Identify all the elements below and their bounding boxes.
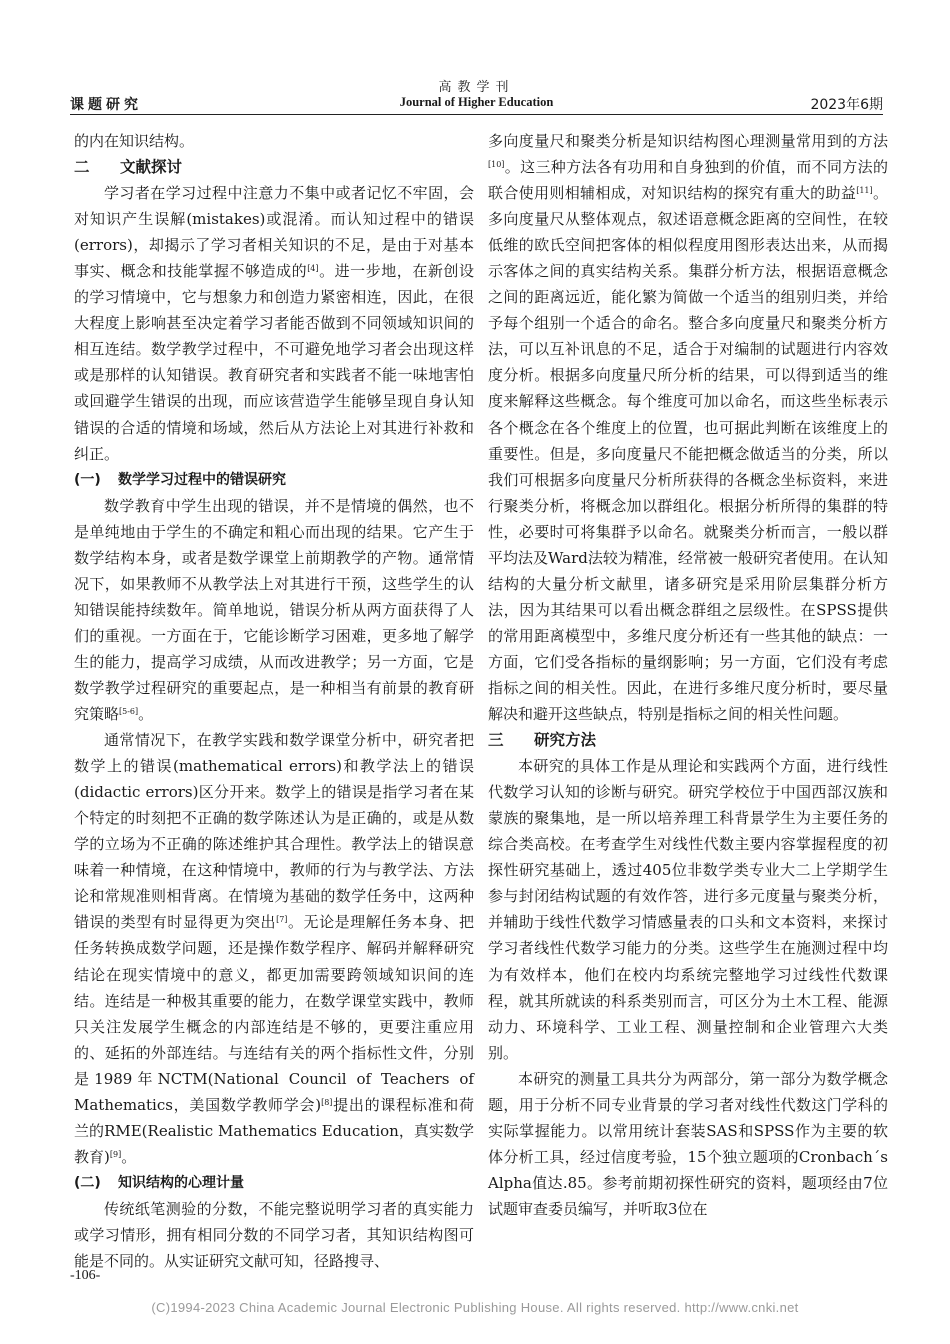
header-divider (70, 114, 883, 115)
right-column (488, 128, 888, 1222)
citation[interactable]: [11] (856, 186, 873, 196)
section-tag: 课题研究 (70, 97, 142, 113)
journal-title-en: Journal of Higher Education (399, 95, 554, 109)
page-number: -106- (70, 1268, 101, 1283)
citation[interactable]: [8] (321, 1097, 333, 1107)
paragraph: 传统纸笔测验的分数，不能完整说明学习者的真实能力或学习情形，拥有相同分数的不同学习者，其知识结构图可能是不同的。从实证研究文献可知，径路搜寻、 (74, 1199, 474, 1271)
copyright-footer: (C)1994-2023 China Academic Journal Electronic Publishing House. All rights reserved. http://www.cnki.net (151, 1300, 799, 1315)
subsection-heading-errors: (一) 数学学习过程中的错误研究 (74, 471, 286, 488)
citation[interactable]: [5-6] (119, 707, 139, 717)
section-heading-methods: 三 研究方法 (488, 731, 597, 750)
paragraph: 通常情况下，在教学实践和数学课堂分析中，研究者把数学上的错误(mathematical errors)和教学法上的错误(didactic errors)区分开来。数学上的错误是指学习者在某个特定的时刻把不正确的数学陈述认为是正确的，或是从数学的立场为不正确的陈述维护其合理性。教学法上的错误意味着一种情境，在这种情境中，教师的行为与教学法、方法论和常规准则相背离。在情境为基础的数学任务中，这两种错误的类型有时显得更为突出[7]。无论是理解任务本身、把任务转换成数学问题，还是操作数学程序、解码并解释研究结论在现实情境中的意义，都更加需要跨领域知识间的连结。连结是一种极其重要的能力，在数学课堂实践中，教师只关注发展学生概念的内部连结是不够的，更要注重应用的、延拓的外部连结。与连结有关的两个指标性文件，分别是1989年NCTM(National Council of Teachers of Mathematics，美国数学教师学会)[8]提出的课程标准和荷兰的RME(Realistic Mathematics Education，真实数学教育)[9]。 (74, 731, 474, 1166)
paragraph: 的内在知识结构。 (74, 132, 195, 150)
citation[interactable]: [10] (488, 160, 505, 170)
page-header (70, 76, 883, 113)
citation[interactable]: [7] (276, 915, 288, 925)
paragraph: 学习者在学习过程中注意力不集中或者记忆不牢固，会对知识产生误解(mistakes)或混淆。而认知过程中的错误(errors)，却揭示了学习者相关知识的不足，是由于对基本事实、概念和技能掌握不够造成的[4]。进一步地，在新创设的学习情境中，它与想象力和创造力紧密相连，因此，在很大程度上影响甚至决定着学习者能否做到不同领域知识间的相互连结。数学教学过程中，不可避免地学习者会出现这样或是那样的认知错误。教育研究者和实践者不能一味地害怕或回避学生错误的出现，而应该营造学生能够呈现自身认知错误的合适的情境和场域，然后从方法论上对其进行补救和纠正。 (74, 184, 474, 463)
section-heading-literature: 二 文献探讨 (74, 158, 183, 177)
subsection-heading-psychometrics: (二) 知识结构的心理计量 (74, 1174, 244, 1191)
journal-title-cn: 高教学刊 (438, 80, 515, 95)
citation[interactable]: [4] (307, 264, 319, 274)
paragraph: 数学教育中学生出现的错误，并不是情境的偶然，也不是单纯地由于学生的不确定和粗心而出现的结果。它产生于数学结构本身，或者是数学课堂上前期教学的产物。通常情况下，如果教师不从教学法上对其进行干预，这些学生的认知错误能持续数年。简单地说，错误分析从两方面获得了人们的重视。一方面在于，它能诊断学习困难，更多地了解学生的能力，提高学习成绩，从而改进教学；另一方面，它是数学教学过程研究的重要起点，是一种相当有前景的教育研究策略[5-6]。 (74, 496, 474, 724)
left-column (74, 128, 474, 1274)
paragraph: 多向度量尺和聚类分析是知识结构图心理测量常用到的方法[10]。这三种方法各有功用和自身独到的价值，而不同方法的联合使用则相辅相成，对知识结构的探究有重大的助益[11]。多向度量尺从整体观点，叙述语意概念距离的空间性，在较低维的欧氏空间把客体的相似程度用图形表达出来，从而揭示客体之间的真实结构关系。集群分析方法，根据语意概念之间的距离远近，能化繁为简做一个适当的组别归类，并给予每个组别一个适合的命名。整合多向度量尺和聚类分析方法，可以互补讯息的不足，适合于对编制的试题进行内容效度分析。根据多向度量尺所分析的结果，可以得到适当的维度来解释这些概念。每个维度可加以命名，而这些坐标表示各个概念在各个维度上的位置，也可据此判断在该维度上的重要性。但是，多向度量尺不能把概念做适当的分类，所以我们可根据多向度量尺分析所获得的各概念坐标资料，来进行聚类分析，将概念加以群组化。根据分析所得的集群的特性，必要时可将集群予以命名。就聚类分析而言，一般以群平均法及Ward法较为精准，经常被一般研究者使用。在认知结构的大量分析文献里，诸多研究是采用阶层集群分析方法，因为其结果可以看出概念群组之层级性。在SPSS提供的常用距离模型中，多维尺度分析还有一些其他的缺点：一方面，它们受各指标的量纲影响；另一方面，它们没有考虑指标之间的相关性。因此，在进行多维尺度分析时，要尽量解决和避开这些缺点，特别是指标之间的相关性问题。 (488, 132, 888, 724)
citation[interactable]: [9] (109, 1149, 122, 1159)
issue-label: 2023年6期 (810, 97, 883, 113)
paragraph: 本研究的测量工具共分为两部分，第一部分为数学概念题，用于分析不同专业背景的学习者对线性代数这门学科的实际掌握能力。以常用统计套装SAS和SPSS作为主要的软体分析工具，经过信度考验，15个独立题项的Cronbach´s Alpha值达.85。参考前期初探性研究的资料，题项经由7位试题审查委员编写，并听取3位在 (488, 1069, 888, 1218)
paragraph: 本研究的具体工作是从理论和实践两个方面，进行线性代数学习认知的诊断与研究。研究学校位于中国西部汉族和蒙族的聚集地，是一所以培养理工科背景学生为主要任务的综合类高校。在考查学生对线性代数主要内容掌握程度的初探性研究基础上，透过405位非数学类专业大二上学期学生参与封闭结构试题的有效作答，进行多元度量与聚类分析，并辅助于线性代数学习情感量表的口头和文本资料，来探讨学习者线性代数学习能力的分类。这些学生在施测过程中均为有效样本，他们在校内均系统完整地学习过线性代数课程，就其所就读的科系类别而言，可区分为土木工程、能源动力、环境科学、工业工程、测量控制和企业管理六大类别。 (488, 757, 888, 1062)
